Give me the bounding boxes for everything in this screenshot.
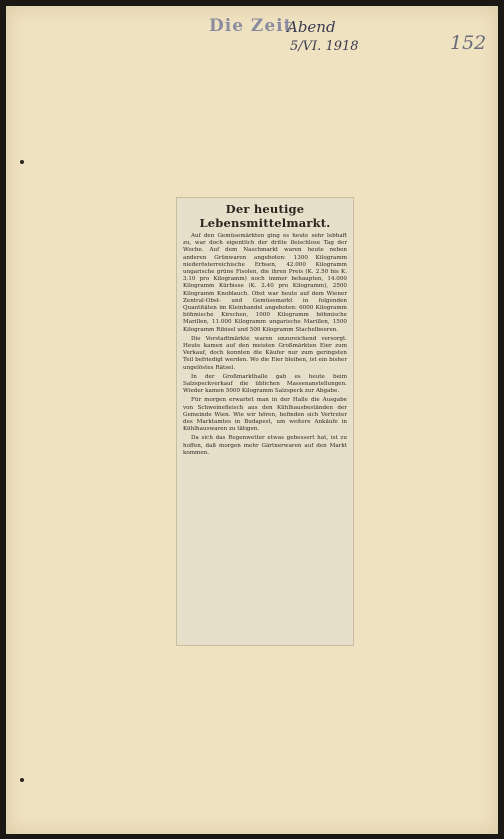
folio-number: 152: [450, 32, 487, 54]
article-paragraph: Da sich das Regenwetter etwas gebessert hat, ist zu hoffen, daß morgen mehr Gärtnerwaren auf den Markt kommen.: [183, 435, 347, 456]
article-paragraph: Auf den Gemüsemärkten ging es heute sehr lebhaft zu, war doch eigentlich der dritte fleischlose Tag der Woche. Auf dem Naschmarkt waren heute neben anderen Grünwaren angeboten: 1300 Kilogramm niederösterreichische Erbsen, 42.000 Kilogramm ungarische grüne Fisolen, die ihren Preis (K. 2.50 bis K. 3.10 pro Kilogramm) noch immer behaupten, 14.000 Kilogramm Kürbisse (K. 2.40 pro Kilogramm), 2500 Kilogramm Knoblauch. Obst war heute auf dem Wiener Zentral-Obst- und Gemüsemarkt in folgenden Quantitäten im Kleinhandel angeboten: 6000 Kilogramm böhmische Kirschen, 1000 Kilogramm böhmische Marillen, 11.000 Kilogramm ungarische Marillen, 1500 Kilogramm Ribisel und 500 Kilogramm Stachelbeeren.: [183, 233, 347, 333]
handwritten-date: 5/VI. 1918: [290, 39, 359, 54]
article-paragraph: Für morgen erwartet man in der Halle die Ausgabe von Schweinefleisch aus den Kühlhausbeständen der Gemeinde Wien. Wie wir hören, befinden sich Vertreter des Marktamtes in Budapest, um weitere Ankäufe in Kühlhauswaren zu tätigen.: [183, 397, 347, 433]
handwritten-edition-note: Abend: [287, 18, 336, 36]
newspaper-clipping: [176, 197, 354, 646]
newspaper-stamp: Die Zeit: [209, 16, 293, 36]
article-title: Der heutige Lebensmittelmarkt.: [199, 202, 331, 230]
punch-hole: [20, 778, 24, 782]
article-paragraph: Die Vorstadtmärkte waren unzureichend versorgt. Heute kamen auf den meisten Großmärkten Eier zum Verkauf, doch konnten die Käufer nur zum geringsten Teil befriedigt werden. Wo die Eier bleiben, ist ein bisher ungelöstes Rätsel.: [183, 335, 347, 371]
punch-hole: [20, 160, 24, 164]
archive-sheet: [6, 6, 498, 834]
article-paragraph: In der Großmarkthalle gab es heute beim Salzspeckverkauf die üblichen Massenanstellungen. Wieder kamen 5000 Kilogramm Salzspeck zur Abgabe.: [183, 373, 347, 395]
